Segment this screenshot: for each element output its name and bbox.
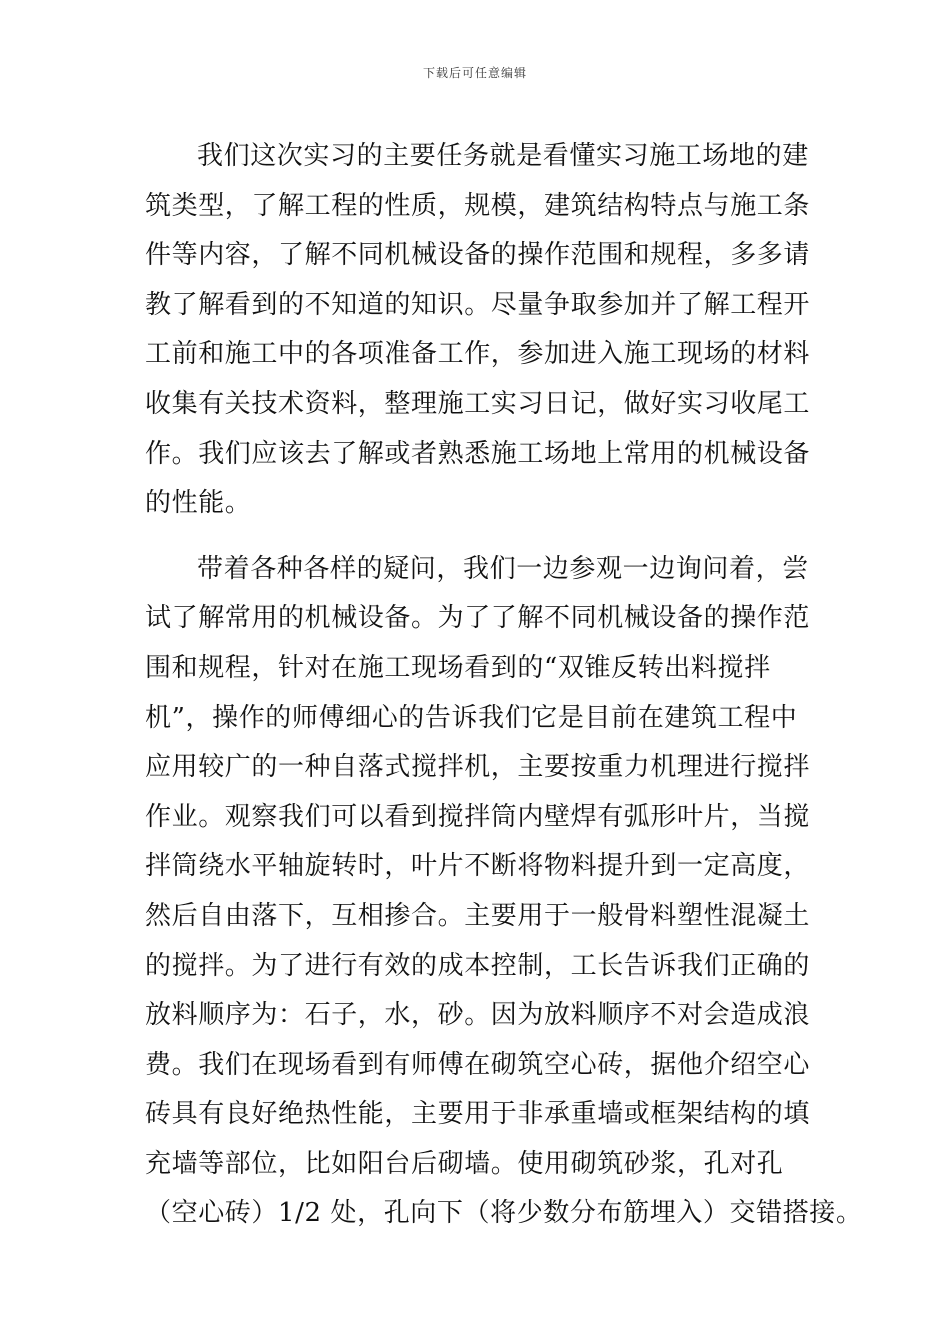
text-line: 围和规程，针对在施工现场看到的“双锥反转出料搅拌 <box>145 652 771 683</box>
text-line: 费。我们在现场看到有师傅在砌筑空心砖，据他介绍空心 <box>145 1049 811 1080</box>
text-line: 教了解看到的不知道的知识。尽量争取参加并了解工程开 <box>145 289 811 320</box>
document-body <box>145 132 863 1239</box>
page-header: 下载后可任意编辑 <box>422 66 527 80</box>
paragraph-1 <box>145 132 810 529</box>
text-line: 筑类型，了解工程的性质，规模，建筑结构特点与施工条 <box>145 190 811 221</box>
text-line: 砖具有良好绝热性能，主要用于非承重墙或框架结构的填 <box>145 1099 811 1130</box>
text-line: 机”，操作的师傅细心的告诉我们它是目前在建筑工程中 <box>145 702 798 733</box>
text-line: 拌筒绕水平轴旋转时，叶片不断将物料提升到一定高度， <box>145 851 811 882</box>
text-line: 作。我们应该去了解或者熟悉施工场地上常用的机械设备 <box>145 438 811 469</box>
text-line: 我们这次实习的主要任务就是看懂实习施工场地的建 <box>197 141 809 171</box>
text-line: 然后自由落下，互相掺合。主要用于一般骨料塑性混凝土 <box>145 900 811 931</box>
text-line: 工前和施工中的各项准备工作，参加进入施工现场的材料 <box>145 339 811 370</box>
text-line: 的搅拌。为了进行有效的成本控制，工长告诉我们正确的 <box>145 950 811 981</box>
text-line: 带着各种各样的疑问，我们一边参观一边询问着，尝 <box>197 553 809 584</box>
paragraph-spacer <box>145 529 810 545</box>
text-line: 收集有关技术资料，整理施工实习日记，做好实习收尾工 <box>145 388 811 419</box>
text-line: 应用较广的一种自落式搅拌机，主要按重力机理进行搅拌 <box>145 752 811 783</box>
text-line: 充墙等部位，比如阳台后砌墙。使用砌筑砂浆，孔对孔 <box>145 1148 784 1179</box>
text-line: 试了解常用的机械设备。为了了解不同机械设备的操作范 <box>145 603 811 634</box>
text-line: 件等内容，了解不同机械设备的操作范围和规程，多多请 <box>145 240 811 271</box>
text-line: （空心砖）1/2 处，孔向下（将少数分布筋埋入）交错搭接。 <box>145 1198 863 1229</box>
text-line: 放料顺序为：石子，水，砂。因为放料顺序不对会造成浪 <box>145 1000 811 1031</box>
text-line: 作业。观察我们可以看到搅拌筒内壁焊有弧形叶片，当搅 <box>145 801 811 832</box>
text-line: 的性能。 <box>145 488 252 519</box>
paragraph-2 <box>145 545 863 1239</box>
